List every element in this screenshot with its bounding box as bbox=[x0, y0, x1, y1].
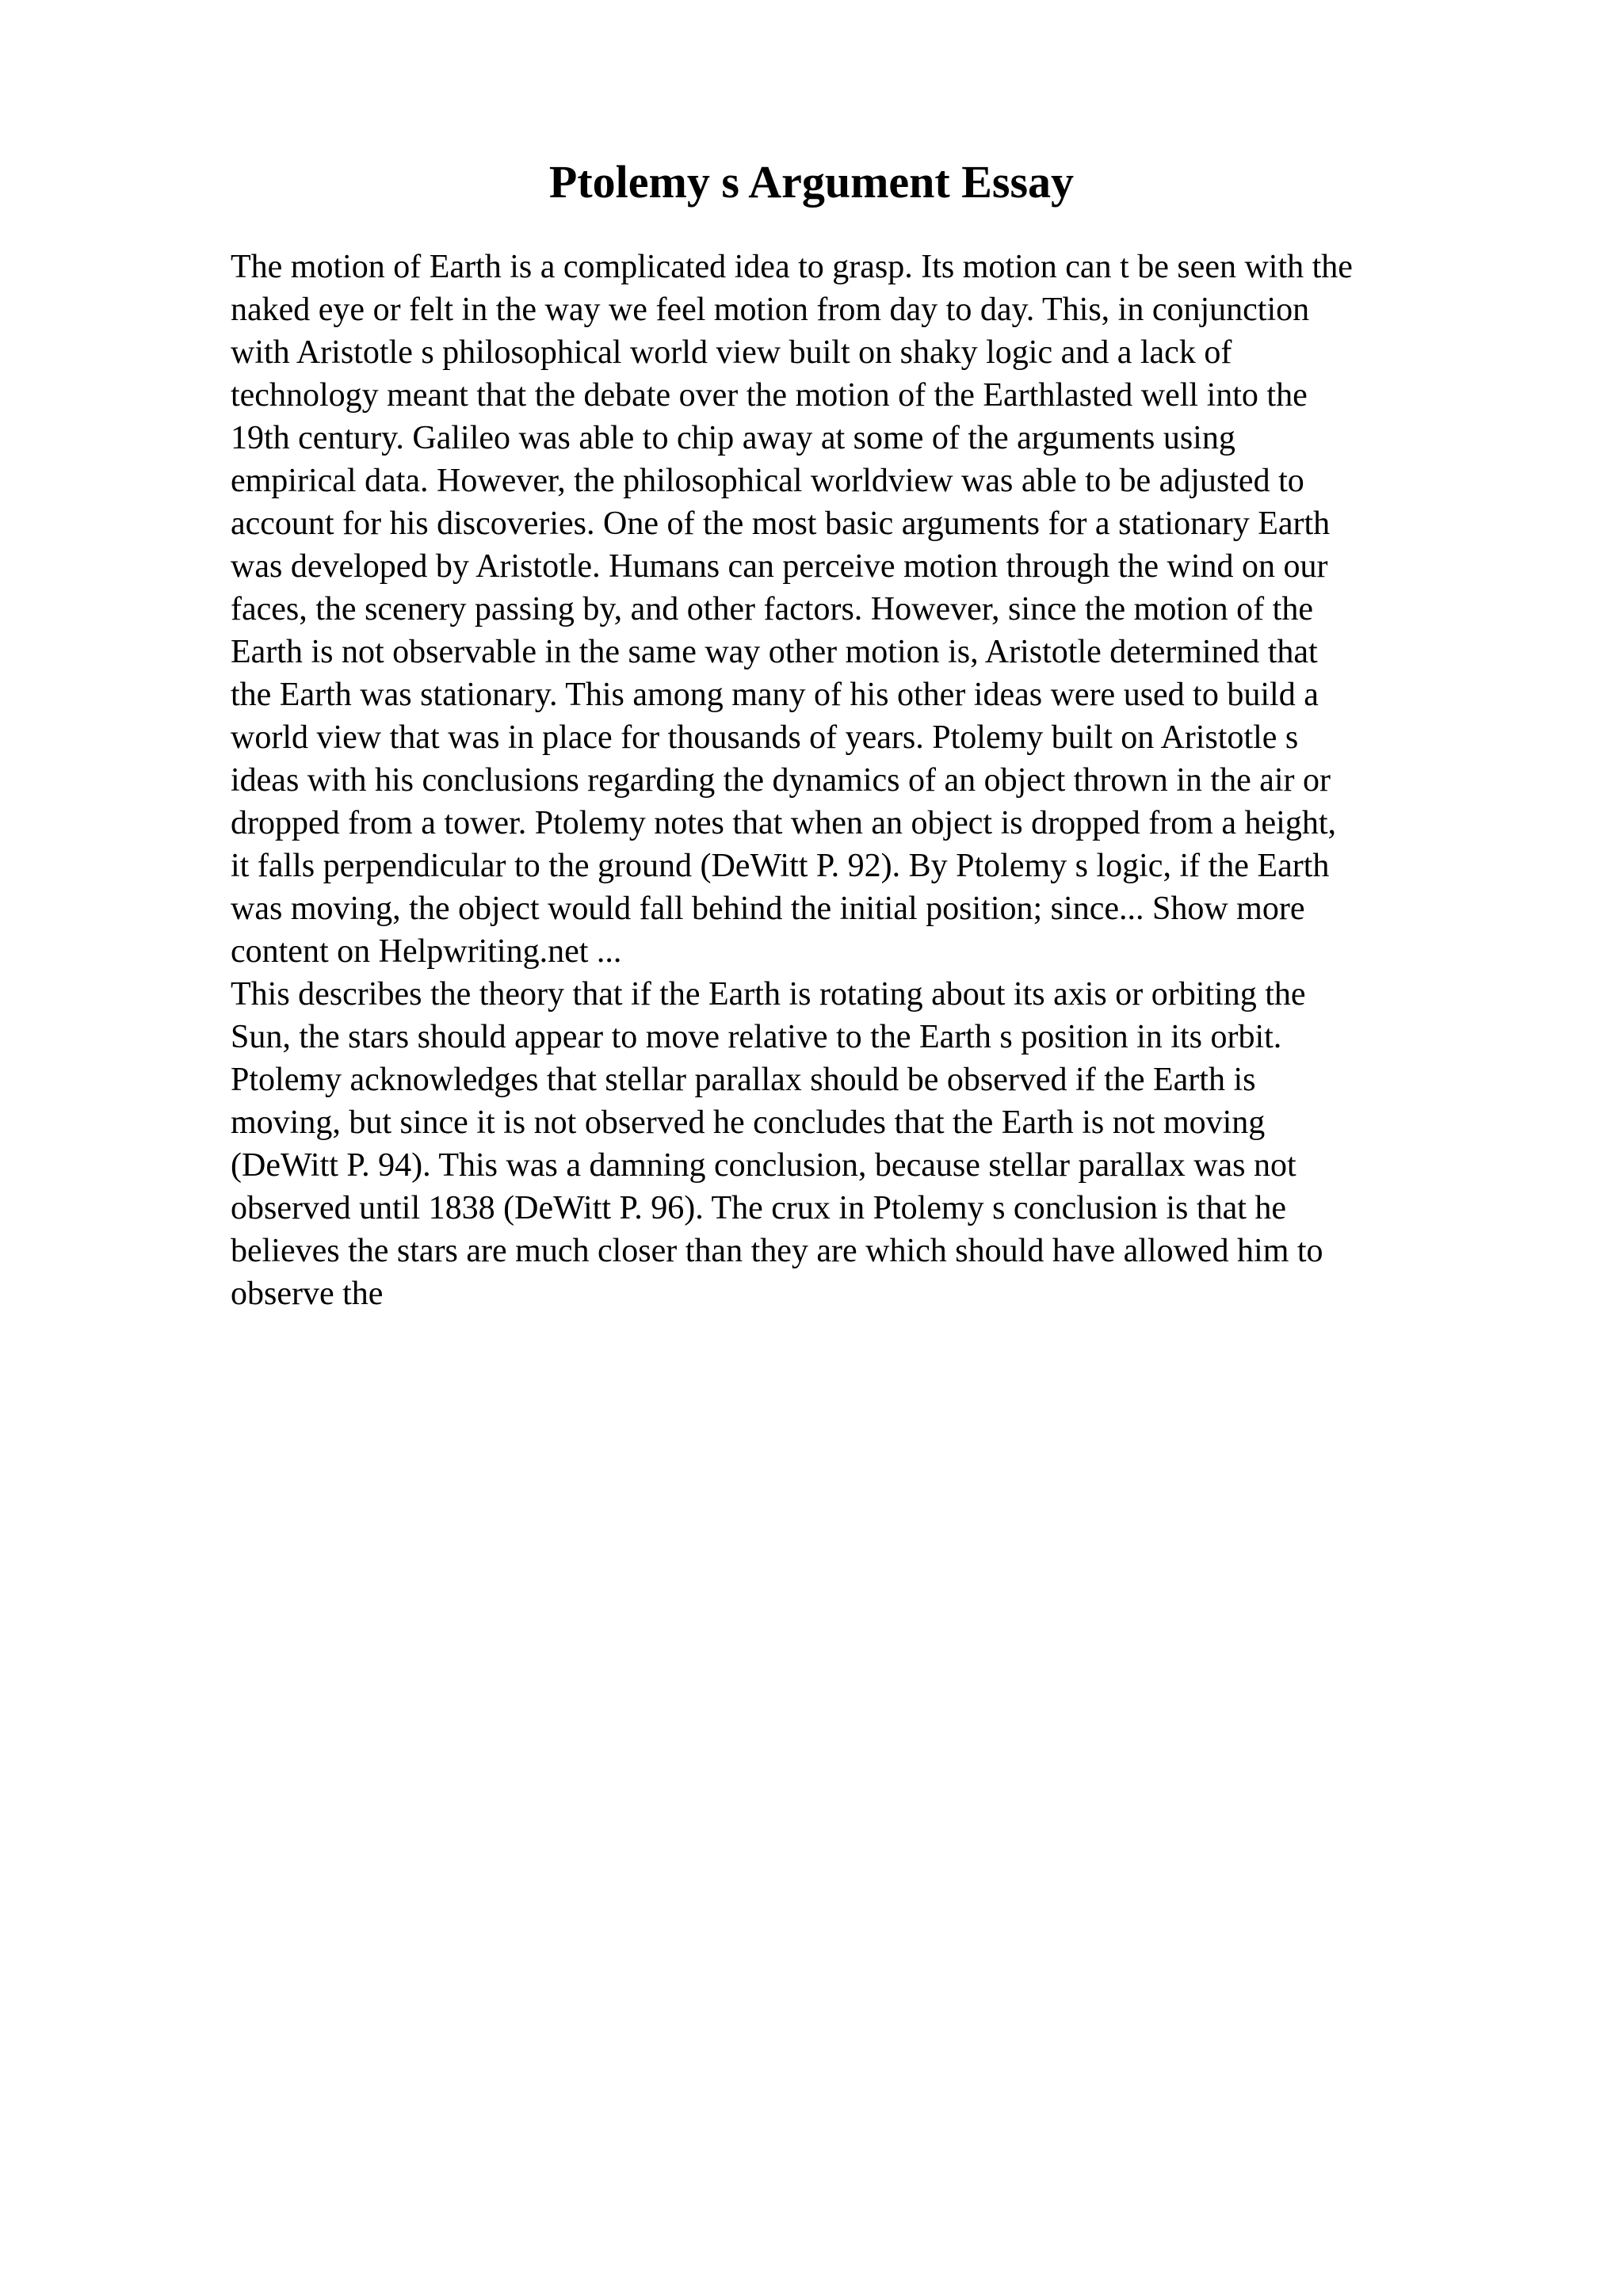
text-line: content on Helpwriting.net ... bbox=[231, 933, 622, 970]
text-line: with Aristotle s philosophical world view built on shaky logic and a lack of bbox=[231, 334, 1232, 371]
text-line: moving, but since it is not observed he concludes that the Earth is not moving bbox=[231, 1104, 1266, 1141]
text-line: faces, the scenery passing by, and other factors. However, since the motion of the bbox=[231, 591, 1313, 627]
text-line: observe the bbox=[231, 1276, 384, 1312]
text-line: technology meant that the debate over the motion of the Earthlasted well into the bbox=[231, 377, 1308, 414]
text-line: empirical data. However, the philosophical worldview was able to be adjusted to bbox=[231, 463, 1304, 499]
text-line: dropped from a tower. Ptolemy notes that when an object is dropped from a height, bbox=[231, 805, 1337, 841]
essay-body bbox=[231, 246, 1514, 1315]
text-line: The motion of Earth is a complicated idea to grasp. Its motion can t be seen with the bbox=[231, 249, 1353, 285]
text-line: was developed by Aristotle. Humans can perceive motion through the wind on our bbox=[231, 548, 1328, 585]
text-line: Ptolemy acknowledges that stellar parallax should be observed if the Earth is bbox=[231, 1062, 1256, 1098]
text-line: Sun, the stars should appear to move relative to the Earth s position in its orbit. bbox=[231, 1019, 1282, 1055]
text-line: it falls perpendicular to the ground (DeWitt P. 92). By Ptolemy s logic, if the Earth bbox=[231, 848, 1330, 884]
text-line: 19th century. Galileo was able to chip away at some of the arguments using bbox=[231, 420, 1235, 456]
text-line: account for his discoveries. One of the most basic arguments for a stationary Earth bbox=[231, 505, 1331, 542]
text-line: ideas with his conclusions regarding the dynamics of an object thrown in the air or bbox=[231, 762, 1331, 799]
text-line: believes the stars are much closer than they are which should have allowed him to bbox=[231, 1233, 1323, 1269]
text-line: This describes the theory that if the Earth is rotating about its axis or orbiting the bbox=[231, 976, 1306, 1013]
text-line: was moving, the object would fall behind the initial position; since... Show more bbox=[231, 891, 1305, 927]
text-line: world view that was in place for thousands of years. Ptolemy built on Aristotle s bbox=[231, 719, 1299, 756]
text-line: observed until 1838 (DeWitt P. 96). The crux in Ptolemy s conclusion is that he bbox=[231, 1190, 1287, 1226]
text-line: Earth is not observable in the same way other motion is, Aristotle determined that bbox=[231, 634, 1318, 670]
page-title: Ptolemy s Argument Essay bbox=[548, 156, 1075, 208]
text-line: the Earth was stationary. This among many of his other ideas were used to build a bbox=[231, 677, 1319, 713]
text-line: naked eye or felt in the way we feel motion from day to day. This, in conjunction bbox=[231, 292, 1310, 328]
text-line: (DeWitt P. 94). This was a damning conclusion, because stellar parallax was not bbox=[231, 1147, 1296, 1184]
